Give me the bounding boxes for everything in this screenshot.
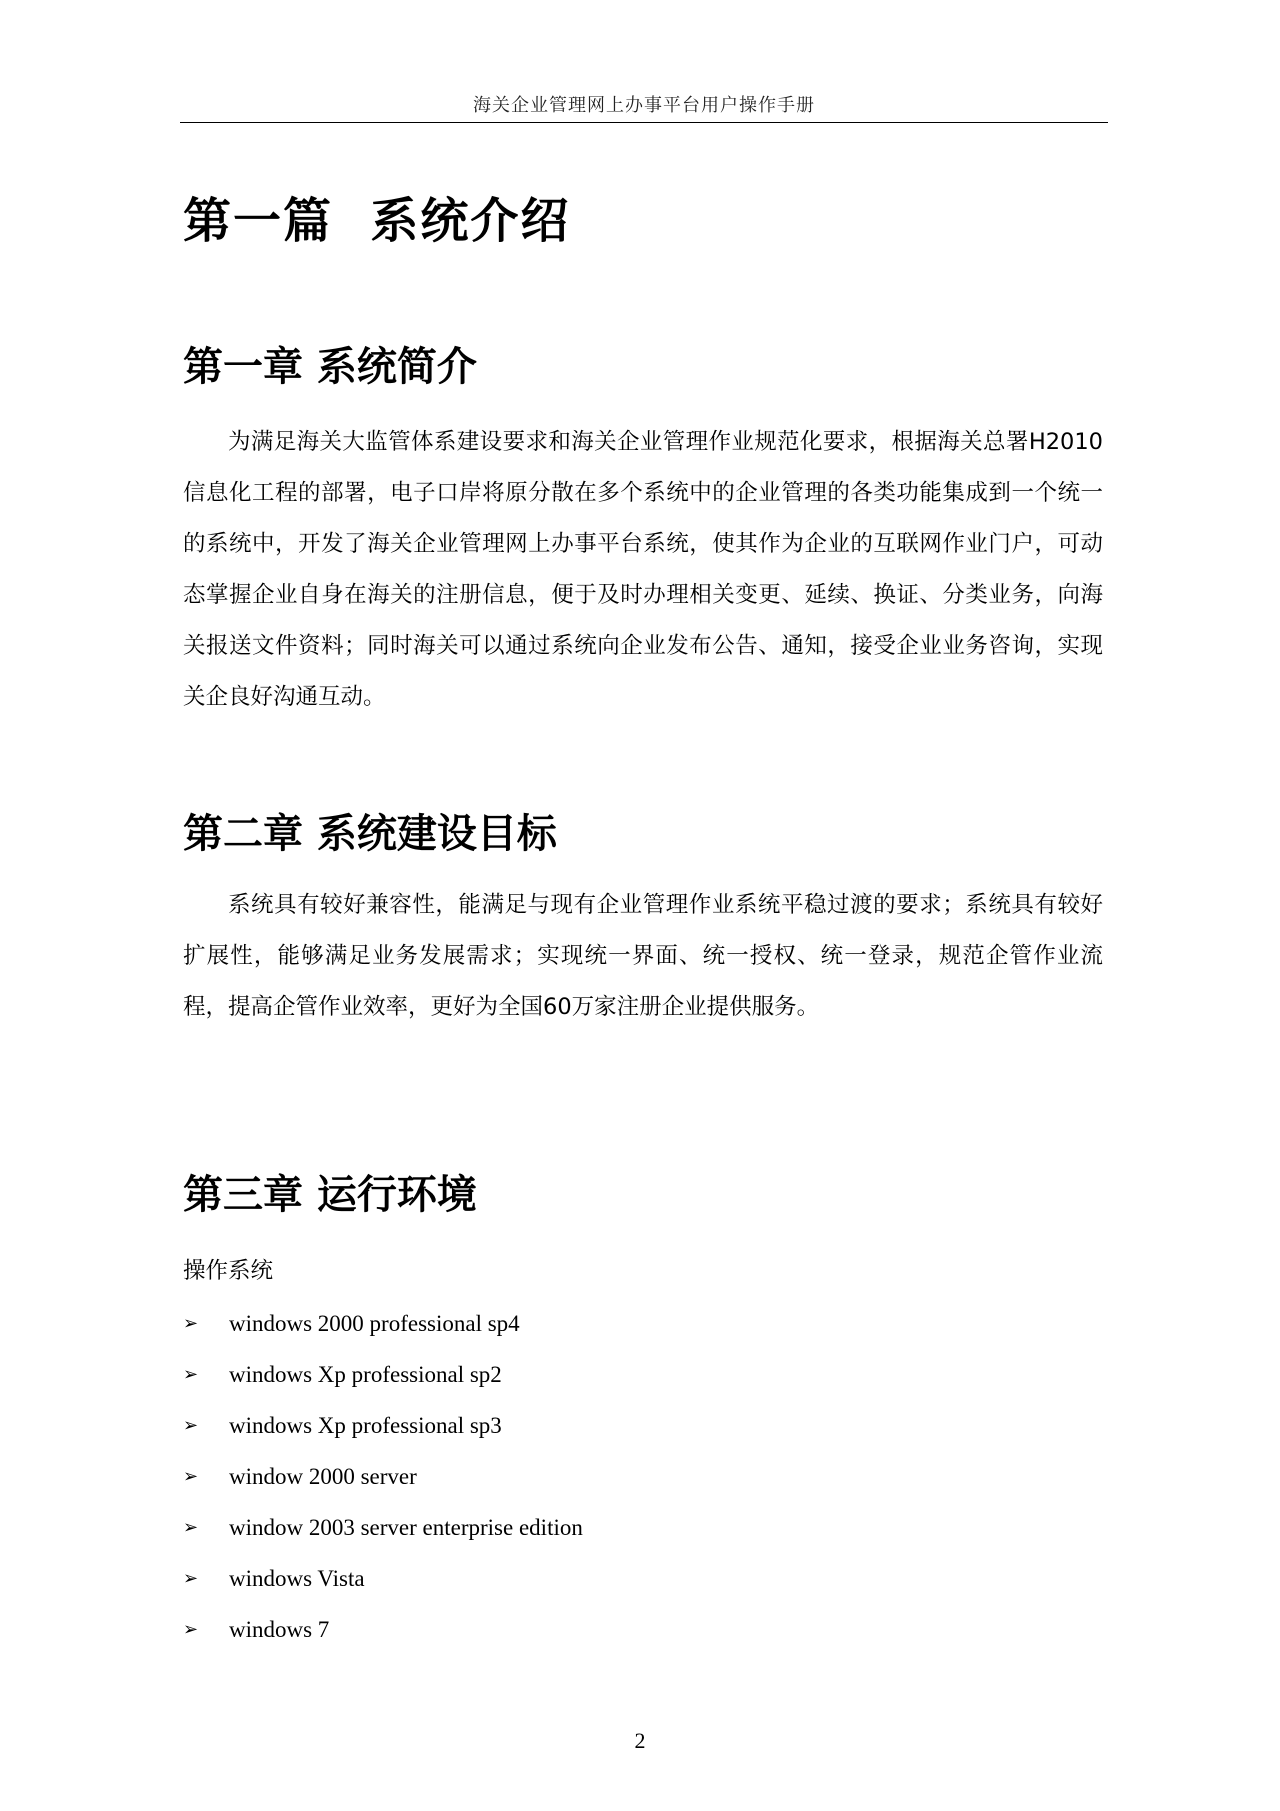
- arrow-bullet-icon: ➢: [183, 1568, 199, 1588]
- header-rule: [180, 122, 1108, 123]
- chapter-3-title: 第三章 运行环境: [183, 1171, 477, 1218]
- chapter-1-paragraph: 为满足海关大监管体系建设要求和海关企业管理作业规范化要求，根据海关总署H2010信息化工程的部署，电子口岸将原分散在多个系统中的企业管理的各类功能集成到一个统一的系统中，开发了海关企业管理网上办事平台系统，使其作为企业的互联网作业门户，可动态掌握企业自身在海关的注册信息，便于及时办理相关变更、延续、换证、分类业务，向海关报送文件资料；同时海关可以通过系统向企业发布公告、通知，接受企业业务咨询，实现关企良好沟通互动。: [183, 429, 1103, 710]
- arrow-bullet-icon: ➢: [183, 1313, 199, 1333]
- list-item: [183, 1400, 583, 1451]
- os-list: [183, 1298, 583, 1655]
- list-item: [183, 1451, 583, 1502]
- list-item: [183, 1502, 583, 1553]
- list-item: [183, 1298, 583, 1349]
- chapter-2-paragraph: 系统具有较好兼容性，能满足与现有企业管理作业系统平稳过渡的要求；系统具有较好扩展性，能够满足业务发展需求；实现统一界面、统一授权、统一登录，规范企管作业流程，提高企管作业效率，更好为全国60万家注册企业提供服务。: [183, 892, 1103, 1020]
- arrow-bullet-icon: ➢: [183, 1619, 199, 1639]
- chapter-2-title: 第二章 系统建设目标: [183, 810, 557, 857]
- list-item: [183, 1349, 583, 1400]
- list-item-text: windows Xp professional sp3: [229, 1412, 502, 1438]
- list-item-text: windows Xp professional sp2: [229, 1361, 502, 1387]
- list-item-text: windows Vista: [229, 1565, 365, 1591]
- page-header-title: 海关企业管理网上办事平台用户操作手册: [473, 95, 815, 116]
- list-item-text: windows 7: [229, 1616, 330, 1642]
- arrow-bullet-icon: ➢: [183, 1415, 199, 1435]
- arrow-bullet-icon: ➢: [183, 1364, 199, 1384]
- list-item-text: window 2000 server: [229, 1463, 417, 1489]
- list-item-text: window 2003 server enterprise edition: [229, 1514, 583, 1540]
- section-label-os: 操作系统: [183, 1258, 274, 1284]
- arrow-bullet-icon: ➢: [183, 1466, 199, 1486]
- chapter-1-title: 第一章 系统简介: [183, 343, 477, 390]
- part-title: 第一篇 系统介绍: [183, 193, 571, 249]
- list-item-text: windows 2000 professional sp4: [229, 1310, 520, 1336]
- arrow-bullet-icon: ➢: [183, 1517, 199, 1537]
- list-item: [183, 1553, 583, 1604]
- list-item: [183, 1604, 583, 1655]
- page-number: 2: [634, 1728, 646, 1753]
